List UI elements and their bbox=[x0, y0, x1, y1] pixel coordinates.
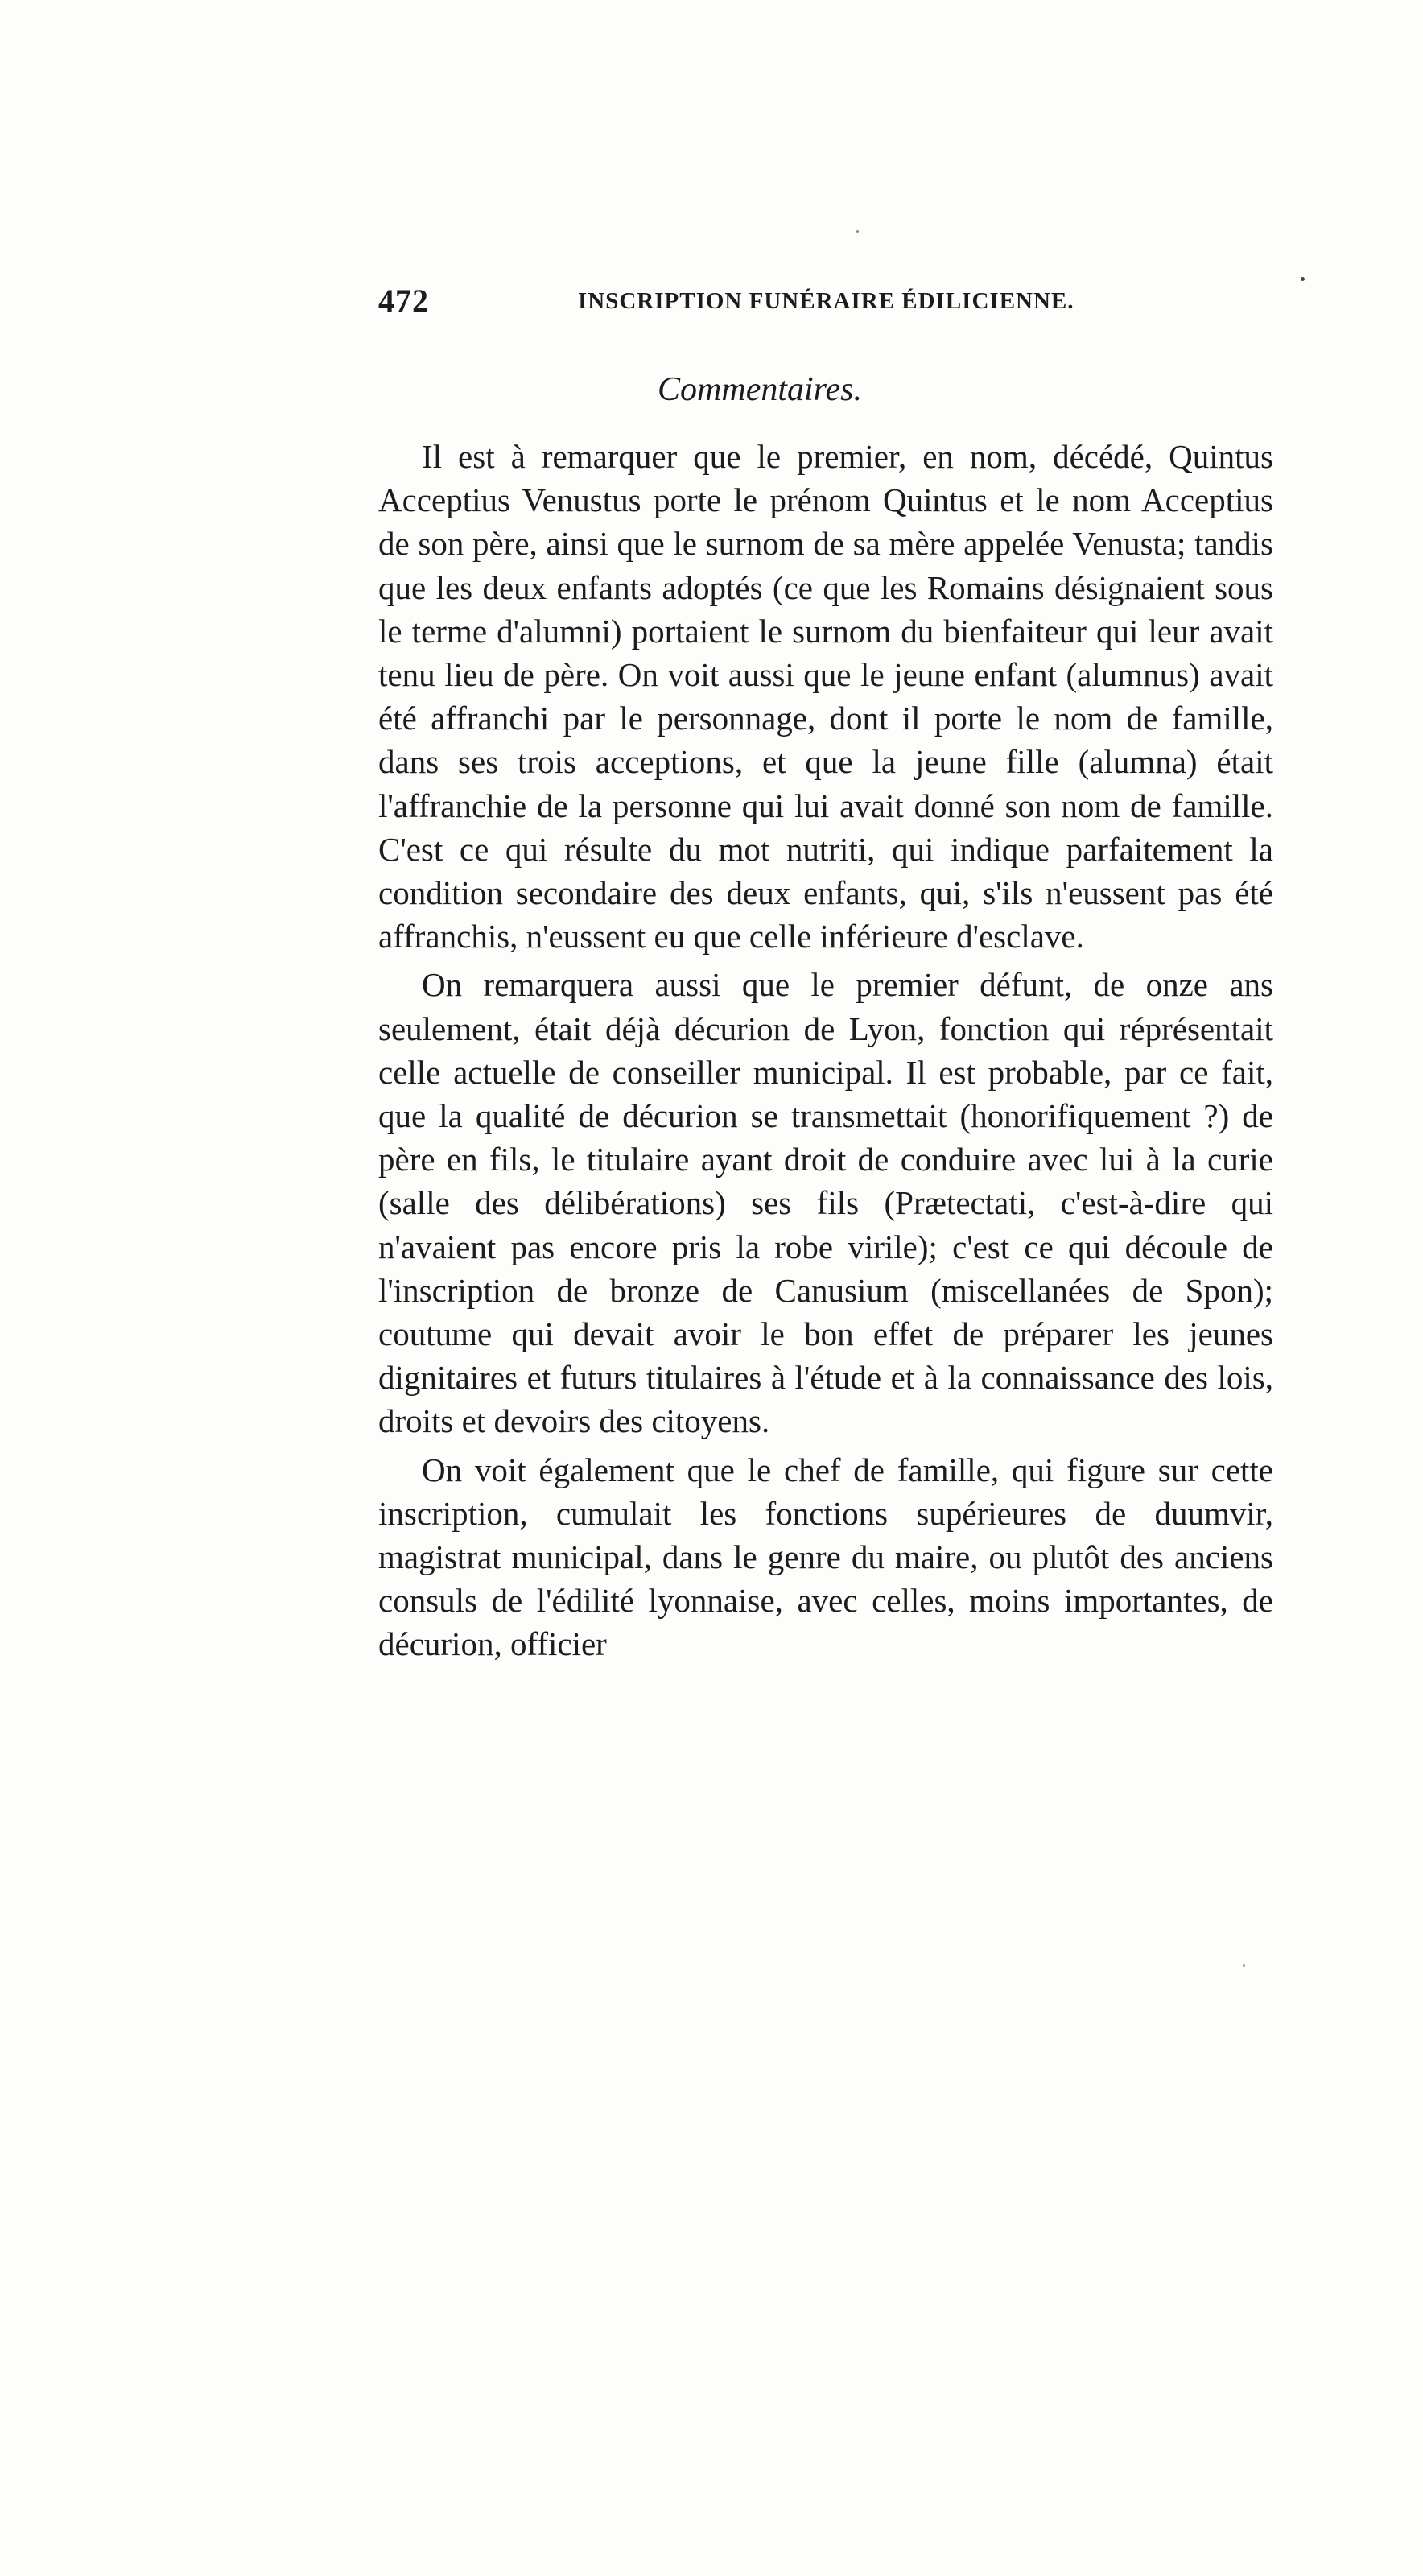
section-heading: Commentaires. bbox=[658, 371, 862, 408]
page-number: 472 bbox=[378, 283, 429, 319]
page-header bbox=[378, 282, 1087, 330]
paragraph-1: Il est à remarquer que le premier, en nom, décédé, Quintus Acceptius Venustus porte le prénom Quintus et le nom Acceptius de son père, ainsi que le surnom de sa mère appelée Venusta; tandis que les deux enfants adoptés (ce que les Romains désignaient sous le terme d'alumni) portaient le surnom du bienfaiteur qui leur avait tenu lieu de père. On voit aussi que le jeune enfant (alumnus) avait été affranchi par le personnage, dont il porte le nom de famille, dans ses trois acceptions, et que la jeune fille (alumna) était l'affranchie de la personne qui lui avait donné son nom de famille. C'est ce qui résulte du mot nutriti, qui indique parfaitement la condition secondaire des deux enfants, qui, s'ils n'eussent pas été affranchis, n'eussent eu que celle inférieure d'esclave. bbox=[378, 438, 1273, 956]
paragraph-2: On remarquera aussi que le premier défunt, de onze ans seulement, était déjà décurion de Lyon, fonction qui réprésentait celle actuelle de conseiller municipal. Il est probable, par ce fait, que la qualité de décurion se transmettait (honorifiquement ?) de père en fils, le titulaire ayant droit de conduire avec lui à la curie (salle des délibérations) ses fils (Prætectati, c'est-à-dire qui n'avaient pas encore pris la robe virile); c'est ce qui découle de l'inscription de bronze de Canusium (miscellanées de Spon); coutume qui devait avoir le bon effet de préparer les jeunes dignitaires et futurs titulaires à l'étude et à la connaissance des lois, droits et devoirs des citoyens. bbox=[378, 966, 1273, 1440]
body-text bbox=[378, 435, 1273, 1666]
paper-speck bbox=[1301, 277, 1305, 281]
running-title: INSCRIPTION FUNÉRAIRE ÉDILICIENNE. bbox=[578, 288, 1074, 314]
paragraph-3: On voit également que le chef de famille, qui figure sur cette inscription, cumulait les fonctions supérieures de duumvir, magistrat municipal, dans le genre du maire, ou plutôt des anciens consuls de l'édilité lyonnaise, avec celles, moins importantes, de décurion, officier bbox=[378, 1451, 1273, 1663]
paper-speck bbox=[856, 230, 859, 233]
paper-speck bbox=[1243, 1964, 1245, 1967]
